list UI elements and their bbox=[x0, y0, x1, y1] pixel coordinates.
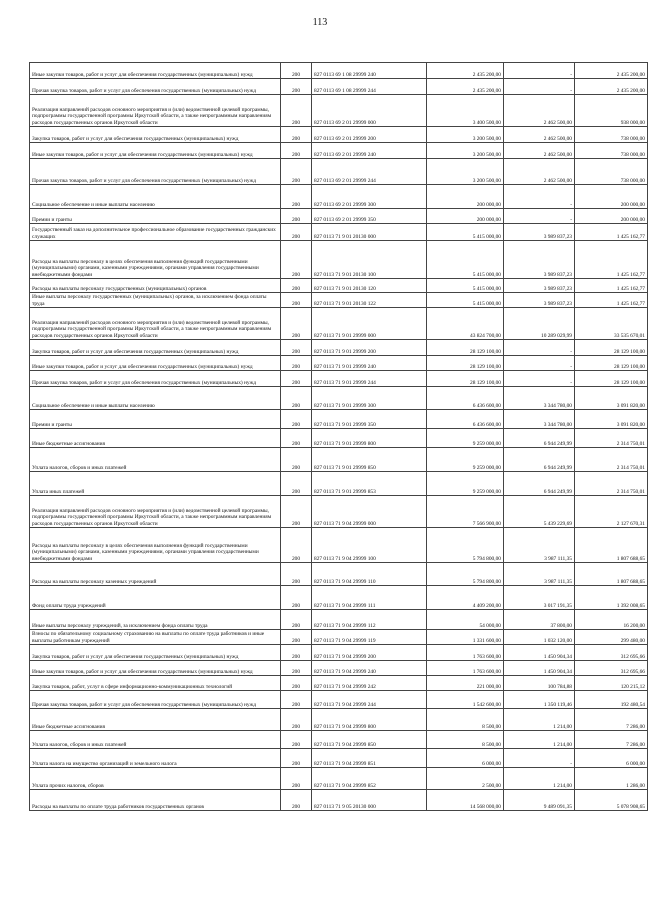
table-row bbox=[30, 209, 648, 224]
row-remaining-amount: 2 435 200,00 bbox=[575, 79, 648, 95]
row-approved-amount: 221 000,00 bbox=[427, 676, 504, 691]
row-description: Взносы по обязательному социальному страхованию на выплаты по оплате труда работников и иные выплаты работникам учреждений bbox=[30, 630, 281, 645]
row-executed-amount: 1 450 904,34 bbox=[504, 661, 575, 676]
row-remaining-amount: 1 425 162,77 bbox=[575, 224, 648, 241]
row-classification-code: 827 0113 71 9 04 29999 100 bbox=[312, 528, 427, 563]
table-row bbox=[30, 586, 648, 610]
table-row bbox=[30, 429, 648, 448]
row-classification-code: 827 0113 69 2 01 29999 300 bbox=[312, 185, 427, 209]
table-row bbox=[30, 610, 648, 630]
row-description: Государственный заказ на дополнительное профессиональное образование государственных гражданских служащих bbox=[30, 224, 281, 241]
row-executed-amount: 2 462 500,00 bbox=[504, 95, 575, 127]
row-code: 200 bbox=[281, 610, 312, 630]
row-description: Иные выплаты персоналу государственных (муниципальных) органов, за исключением фонда оплаты труда bbox=[30, 293, 281, 308]
row-remaining-amount: 1 807 688,65 bbox=[575, 528, 648, 563]
row-code: 200 bbox=[281, 709, 312, 731]
row-classification-code: 827 0113 71 9 04 29999 852 bbox=[312, 768, 427, 790]
row-classification-code: 827 0113 71 9 01 20130 122 bbox=[312, 293, 427, 308]
row-classification-code: 827 0113 71 9 04 29999 242 bbox=[312, 676, 427, 691]
row-remaining-amount: 1 807 688,65 bbox=[575, 563, 648, 586]
row-approved-amount: 5 415 000,00 bbox=[427, 279, 504, 293]
row-executed-amount: - bbox=[504, 749, 575, 768]
row-classification-code: 827 0113 71 9 04 29999 851 bbox=[312, 749, 427, 768]
row-description: Реализация направлений расходов основного мероприятия и (или) ведомственной целевой программы, подпрограммы государственной программы Иркутской области, а также непрограммным направлениям расходов государственных органов Иркутской области bbox=[30, 308, 281, 340]
row-approved-amount: 5 415 000,00 bbox=[427, 224, 504, 241]
table-row bbox=[30, 410, 648, 429]
row-code: 200 bbox=[281, 790, 312, 811]
row-classification-code: 827 0113 71 9 04 29999 200 bbox=[312, 645, 427, 661]
row-approved-amount: 6 000,00 bbox=[427, 749, 504, 768]
row-approved-amount: 5 415 000,00 bbox=[427, 241, 504, 279]
row-approved-amount: 3 400 500,00 bbox=[427, 95, 504, 127]
row-description: Прочая закупка товаров, работ и услуг для обеспечения государственных (муниципальных) нужд bbox=[30, 371, 281, 387]
row-remaining-amount: 3 091 820,00 bbox=[575, 387, 648, 410]
row-approved-amount: 1 763 600,00 bbox=[427, 645, 504, 661]
row-classification-code: 827 0113 71 9 01 20130 120 bbox=[312, 279, 427, 293]
row-description: Расходы на выплаты персоналу казенных учреждений bbox=[30, 563, 281, 586]
row-approved-amount: 9 259 000,00 bbox=[427, 448, 504, 472]
row-remaining-amount: 7 286,00 bbox=[575, 709, 648, 731]
row-description: Расходы на выплаты персоналу государственных (муниципальных) органов bbox=[30, 279, 281, 293]
row-executed-amount: 1 214,00 bbox=[504, 768, 575, 790]
table-row bbox=[30, 645, 648, 661]
row-remaining-amount: 312 695,66 bbox=[575, 661, 648, 676]
row-executed-amount: - bbox=[504, 209, 575, 224]
row-executed-amount: 3 344 780,00 bbox=[504, 410, 575, 429]
row-code: 200 bbox=[281, 185, 312, 209]
row-description: Иные закупки товаров, работ и услуг для обеспечения государственных (муниципальных) нужд bbox=[30, 661, 281, 676]
row-executed-amount: - bbox=[504, 371, 575, 387]
row-approved-amount: 200 000,00 bbox=[427, 209, 504, 224]
row-executed-amount: 2 462 500,00 bbox=[504, 159, 575, 185]
row-classification-code: 827 0113 71 9 04 29999 112 bbox=[312, 610, 427, 630]
row-executed-amount: 100 784,88 bbox=[504, 676, 575, 691]
row-executed-amount: 6 944 249,99 bbox=[504, 429, 575, 448]
row-remaining-amount: 5 078 908,65 bbox=[575, 790, 648, 811]
row-approved-amount: 28 129 100,00 bbox=[427, 371, 504, 387]
budget-execution-table bbox=[29, 62, 648, 811]
row-description: Расходы на выплаты персоналу в целях обеспечения выполнения функций государственными (муниципальными) органами, казенными учреждениями, органами управления государственными внебюджетными фондами bbox=[30, 241, 281, 279]
row-executed-amount: 2 462 500,00 bbox=[504, 143, 575, 159]
table-row bbox=[30, 63, 648, 79]
row-description: Закупка товаров, работ и услуг для обеспечения государственных (муниципальных) нужд bbox=[30, 340, 281, 356]
row-code: 200 bbox=[281, 528, 312, 563]
row-classification-code: 827 0113 69 2 01 29999 200 bbox=[312, 127, 427, 143]
row-approved-amount: 5 415 000,00 bbox=[427, 293, 504, 308]
row-remaining-amount: 1 425 162,77 bbox=[575, 241, 648, 279]
row-code: 200 bbox=[281, 159, 312, 185]
row-classification-code: 827 0113 69 1 08 29999 244 bbox=[312, 79, 427, 95]
row-executed-amount: 5 439 229,69 bbox=[504, 496, 575, 528]
table-row bbox=[30, 241, 648, 279]
table-row bbox=[30, 308, 648, 340]
row-executed-amount: 2 462 500,00 bbox=[504, 127, 575, 143]
row-executed-amount: - bbox=[504, 63, 575, 79]
row-remaining-amount: 28 129 100,00 bbox=[575, 340, 648, 356]
table-row bbox=[30, 79, 648, 95]
table-row bbox=[30, 472, 648, 496]
row-classification-code: 827 0113 71 9 01 20130 000 bbox=[312, 224, 427, 241]
row-classification-code: 827 0113 69 2 01 29999 000 bbox=[312, 95, 427, 127]
row-classification-code: 827 0113 71 9 04 29999 800 bbox=[312, 709, 427, 731]
row-executed-amount: 1 214,00 bbox=[504, 731, 575, 749]
row-approved-amount: 6 436 600,00 bbox=[427, 387, 504, 410]
row-approved-amount: 5 794 800,00 bbox=[427, 563, 504, 586]
row-approved-amount: 28 129 100,00 bbox=[427, 340, 504, 356]
table-row bbox=[30, 630, 648, 645]
row-remaining-amount: 200 000,00 bbox=[575, 185, 648, 209]
row-remaining-amount: 28 129 100,00 bbox=[575, 356, 648, 371]
row-remaining-amount: 3 091 820,00 bbox=[575, 410, 648, 429]
row-approved-amount: 1 542 600,00 bbox=[427, 691, 504, 709]
row-description: Социальное обеспечение и иные выплаты населению bbox=[30, 387, 281, 410]
row-remaining-amount: 738 000,00 bbox=[575, 143, 648, 159]
row-code: 200 bbox=[281, 95, 312, 127]
row-code: 200 bbox=[281, 293, 312, 308]
row-description: Фонд оплаты труда учреждений bbox=[30, 586, 281, 610]
row-classification-code: 827 0113 71 9 01 29999 300 bbox=[312, 387, 427, 410]
row-code: 200 bbox=[281, 586, 312, 610]
table-row bbox=[30, 293, 648, 308]
row-classification-code: 827 0113 71 9 01 29999 350 bbox=[312, 410, 427, 429]
row-code: 200 bbox=[281, 279, 312, 293]
table-body bbox=[30, 63, 648, 811]
row-description: Расходы на выплаты персоналу в целях обеспечения выполнения функций государственными (муниципальными) органами, казенными учреждениями, органами управления государственными внебюджетными фондами bbox=[30, 528, 281, 563]
row-remaining-amount: 200 000,00 bbox=[575, 209, 648, 224]
row-approved-amount: 7 566 900,00 bbox=[427, 496, 504, 528]
row-classification-code: 827 0113 71 9 05 20130 000 bbox=[312, 790, 427, 811]
row-code: 200 bbox=[281, 387, 312, 410]
row-approved-amount: 2 435 200,00 bbox=[427, 63, 504, 79]
row-code: 200 bbox=[281, 691, 312, 709]
row-code: 200 bbox=[281, 630, 312, 645]
row-description: Иные бюджетные ассигнования bbox=[30, 709, 281, 731]
table-row bbox=[30, 371, 648, 387]
table-row bbox=[30, 224, 648, 241]
row-executed-amount: - bbox=[504, 185, 575, 209]
row-description: Прочая закупка товаров, работ и услуг для обеспечения государственных (муниципальных) нужд bbox=[30, 691, 281, 709]
row-description: Реализация направлений расходов основного мероприятия и (или) ведомственной целевой программы, подпрограммы государственной программы Иркутской области, а также непрограммным направлениям расходов государственных органов Иркутской области bbox=[30, 95, 281, 127]
row-classification-code: 827 0113 71 9 04 29999 119 bbox=[312, 630, 427, 645]
page-number: 113 bbox=[312, 17, 328, 28]
row-remaining-amount: 2 314 750,01 bbox=[575, 448, 648, 472]
row-remaining-amount: 6 000,00 bbox=[575, 749, 648, 768]
row-description: Уплата прочих налогов, сборов bbox=[30, 768, 281, 790]
row-classification-code: 827 0113 71 9 04 29999 111 bbox=[312, 586, 427, 610]
row-classification-code: 827 0113 69 2 01 29999 240 bbox=[312, 143, 427, 159]
table-row bbox=[30, 790, 648, 811]
row-description: Уплата иных платежей bbox=[30, 472, 281, 496]
row-classification-code: 827 0113 69 1 08 29999 240 bbox=[312, 63, 427, 79]
table-row bbox=[30, 496, 648, 528]
row-approved-amount: 3 200 500,00 bbox=[427, 143, 504, 159]
row-remaining-amount: 2 314 750,01 bbox=[575, 472, 648, 496]
row-executed-amount: - bbox=[504, 356, 575, 371]
row-remaining-amount: 299 480,00 bbox=[575, 630, 648, 645]
row-description: Закупка товаров, работ и услуг для обеспечения государственных (муниципальных) нужд bbox=[30, 645, 281, 661]
row-remaining-amount: 738 000,00 bbox=[575, 127, 648, 143]
table-row bbox=[30, 768, 648, 790]
row-approved-amount: 28 129 100,00 bbox=[427, 356, 504, 371]
row-description: Иные закупки товаров, работ и услуг для обеспечения государственных (муниципальных) нужд bbox=[30, 143, 281, 159]
row-executed-amount: 3 989 837,23 bbox=[504, 224, 575, 241]
row-approved-amount: 6 436 600,00 bbox=[427, 410, 504, 429]
row-classification-code: 827 0113 71 9 04 29999 244 bbox=[312, 691, 427, 709]
row-description: Прочая закупка товаров, работ и услуг для обеспечения государственных (муниципальных) нужд bbox=[30, 79, 281, 95]
row-remaining-amount: 1 425 162,77 bbox=[575, 293, 648, 308]
table-row bbox=[30, 448, 648, 472]
row-classification-code: 827 0113 71 9 04 29999 850 bbox=[312, 731, 427, 749]
table-row bbox=[30, 661, 648, 676]
row-classification-code: 827 0113 71 9 01 20130 100 bbox=[312, 241, 427, 279]
row-remaining-amount: 33 535 670,01 bbox=[575, 308, 648, 340]
row-code: 200 bbox=[281, 448, 312, 472]
row-classification-code: 827 0113 71 9 04 29999 110 bbox=[312, 563, 427, 586]
row-description: Иные закупки товаров, работ и услуг для обеспечения государственных (муниципальных) нужд bbox=[30, 63, 281, 79]
row-remaining-amount: 312 695,66 bbox=[575, 645, 648, 661]
row-code: 200 bbox=[281, 768, 312, 790]
table-row bbox=[30, 340, 648, 356]
row-code: 200 bbox=[281, 645, 312, 661]
row-code: 200 bbox=[281, 340, 312, 356]
row-remaining-amount: 120 215,12 bbox=[575, 676, 648, 691]
row-remaining-amount: 7 286,00 bbox=[575, 731, 648, 749]
row-executed-amount: 1 214,00 bbox=[504, 709, 575, 731]
row-executed-amount: 6 944 249,99 bbox=[504, 448, 575, 472]
row-approved-amount: 9 259 000,00 bbox=[427, 472, 504, 496]
row-executed-amount: 3 987 111,35 bbox=[504, 563, 575, 586]
row-code: 200 bbox=[281, 241, 312, 279]
row-code: 200 bbox=[281, 749, 312, 768]
table-row bbox=[30, 731, 648, 749]
row-approved-amount: 1 763 600,00 bbox=[427, 661, 504, 676]
table-row bbox=[30, 127, 648, 143]
row-approved-amount: 8 500,00 bbox=[427, 709, 504, 731]
row-description: Закупка товаров, работ и услуг для обеспечения государственных (муниципальных) нужд bbox=[30, 127, 281, 143]
row-remaining-amount: 2 127 670,31 bbox=[575, 496, 648, 528]
row-classification-code: 827 0113 71 9 04 29999 240 bbox=[312, 661, 427, 676]
row-classification-code: 827 0113 71 9 04 29999 000 bbox=[312, 496, 427, 528]
row-description: Уплата налогов, сборов и иных платежей bbox=[30, 448, 281, 472]
row-code: 200 bbox=[281, 410, 312, 429]
table-row bbox=[30, 143, 648, 159]
row-executed-amount: 1 450 904,34 bbox=[504, 645, 575, 661]
table-row bbox=[30, 279, 648, 293]
row-description: Расходы на выплаты по оплате труда работников государственных органов bbox=[30, 790, 281, 811]
row-code: 200 bbox=[281, 63, 312, 79]
table-row bbox=[30, 691, 648, 709]
row-remaining-amount: 192 480,54 bbox=[575, 691, 648, 709]
row-code: 200 bbox=[281, 429, 312, 448]
row-executed-amount: 3 987 111,35 bbox=[504, 528, 575, 563]
table-row bbox=[30, 356, 648, 371]
row-code: 200 bbox=[281, 356, 312, 371]
row-code: 200 bbox=[281, 661, 312, 676]
table-row bbox=[30, 387, 648, 410]
row-code: 200 bbox=[281, 209, 312, 224]
row-approved-amount: 2 435 200,00 bbox=[427, 79, 504, 95]
row-classification-code: 827 0113 69 2 01 29999 244 bbox=[312, 159, 427, 185]
row-code: 200 bbox=[281, 371, 312, 387]
table-row bbox=[30, 528, 648, 563]
row-code: 200 bbox=[281, 127, 312, 143]
row-classification-code: 827 0113 71 9 01 29999 800 bbox=[312, 429, 427, 448]
row-classification-code: 827 0113 71 9 01 29999 000 bbox=[312, 308, 427, 340]
row-remaining-amount: 16 200,00 bbox=[575, 610, 648, 630]
table-row bbox=[30, 676, 648, 691]
row-description: Иные закупки товаров, работ и услуг для обеспечения государственных (муниципальных) нужд bbox=[30, 356, 281, 371]
table-row bbox=[30, 749, 648, 768]
row-executed-amount: 1 032 120,00 bbox=[504, 630, 575, 645]
row-remaining-amount: 738 000,00 bbox=[575, 159, 648, 185]
row-executed-amount: 6 944 249,99 bbox=[504, 472, 575, 496]
row-remaining-amount: 1 392 008,65 bbox=[575, 586, 648, 610]
row-description: Иные выплаты персоналу учреждений, за исключением фонда оплаты труда bbox=[30, 610, 281, 630]
row-approved-amount: 54 000,00 bbox=[427, 610, 504, 630]
row-approved-amount: 3 200 500,00 bbox=[427, 159, 504, 185]
row-code: 200 bbox=[281, 676, 312, 691]
row-approved-amount: 14 568 000,00 bbox=[427, 790, 504, 811]
table-row bbox=[30, 159, 648, 185]
row-executed-amount: 3 989 837,23 bbox=[504, 293, 575, 308]
row-executed-amount: 9 489 091,35 bbox=[504, 790, 575, 811]
row-approved-amount: 5 794 800,00 bbox=[427, 528, 504, 563]
row-approved-amount: 200 000,00 bbox=[427, 185, 504, 209]
row-description: Закупка товаров, работ, услуг в сфере информационно-коммуникационных технологий bbox=[30, 676, 281, 691]
row-executed-amount: 3 344 780,00 bbox=[504, 387, 575, 410]
row-classification-code: 827 0113 69 2 01 29999 350 bbox=[312, 209, 427, 224]
table-row bbox=[30, 95, 648, 127]
row-approved-amount: 43 824 700,00 bbox=[427, 308, 504, 340]
row-executed-amount: 10 289 029,99 bbox=[504, 308, 575, 340]
row-approved-amount: 8 500,00 bbox=[427, 731, 504, 749]
row-classification-code: 827 0113 71 9 01 29999 244 bbox=[312, 371, 427, 387]
row-code: 200 bbox=[281, 224, 312, 241]
row-approved-amount: 3 200 500,00 bbox=[427, 127, 504, 143]
row-code: 200 bbox=[281, 496, 312, 528]
row-classification-code: 827 0113 71 9 01 29999 200 bbox=[312, 340, 427, 356]
row-description: Премии и гранты bbox=[30, 410, 281, 429]
row-description: Социальное обеспечение и иные выплаты населению bbox=[30, 185, 281, 209]
row-classification-code: 827 0113 71 9 01 29999 240 bbox=[312, 356, 427, 371]
row-approved-amount: 9 259 000,00 bbox=[427, 429, 504, 448]
row-approved-amount: 2 500,00 bbox=[427, 768, 504, 790]
row-executed-amount: 3 989 837,23 bbox=[504, 241, 575, 279]
row-executed-amount: - bbox=[504, 340, 575, 356]
table-row bbox=[30, 185, 648, 209]
table-row bbox=[30, 709, 648, 731]
row-description: Уплата налогов, сборов и иных платежей bbox=[30, 731, 281, 749]
row-approved-amount: 4 409 200,00 bbox=[427, 586, 504, 610]
row-remaining-amount: 2 314 750,01 bbox=[575, 429, 648, 448]
row-remaining-amount: 2 435 200,00 bbox=[575, 63, 648, 79]
row-executed-amount: 3 989 837,23 bbox=[504, 279, 575, 293]
table-row bbox=[30, 563, 648, 586]
row-description: Реализация направлений расходов основного мероприятия и (или) ведомственной целевой программы, подпрограммы государственной программы Иркутской области, а также непрограммным направлениям расходов государственных органов Иркутской области bbox=[30, 496, 281, 528]
row-code: 200 bbox=[281, 143, 312, 159]
row-code: 200 bbox=[281, 731, 312, 749]
row-code: 200 bbox=[281, 308, 312, 340]
row-executed-amount: 3 017 191,35 bbox=[504, 586, 575, 610]
row-description: Уплата налога на имущество организаций и земельного налога bbox=[30, 749, 281, 768]
row-executed-amount: 1 350 119,46 bbox=[504, 691, 575, 709]
row-approved-amount: 1 331 600,00 bbox=[427, 630, 504, 645]
row-executed-amount: - bbox=[504, 79, 575, 95]
row-description: Прочая закупка товаров, работ и услуг для обеспечения государственных (муниципальных) нужд bbox=[30, 159, 281, 185]
row-remaining-amount: 28 129 100,00 bbox=[575, 371, 648, 387]
row-remaining-amount: 1 286,00 bbox=[575, 768, 648, 790]
row-description: Иные бюджетные ассигнования bbox=[30, 429, 281, 448]
row-classification-code: 827 0113 71 9 01 29999 850 bbox=[312, 448, 427, 472]
row-code: 200 bbox=[281, 472, 312, 496]
row-description: Премии и гранты bbox=[30, 209, 281, 224]
row-executed-amount: 37 800,00 bbox=[504, 610, 575, 630]
row-remaining-amount: 1 425 162,77 bbox=[575, 279, 648, 293]
row-remaining-amount: 938 000,00 bbox=[575, 95, 648, 127]
row-code: 200 bbox=[281, 563, 312, 586]
row-code: 200 bbox=[281, 79, 312, 95]
row-classification-code: 827 0113 71 9 01 29999 853 bbox=[312, 472, 427, 496]
